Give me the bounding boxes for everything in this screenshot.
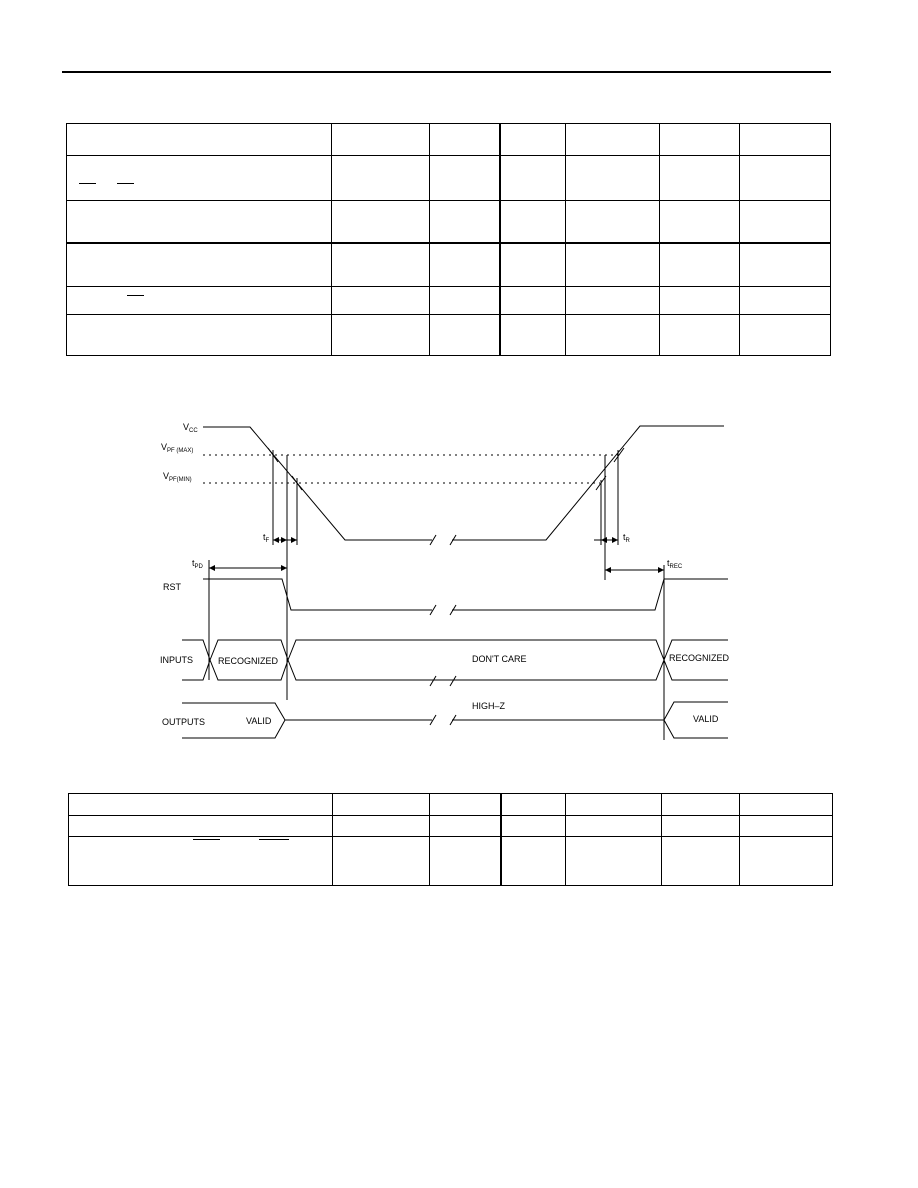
table-row [67, 156, 831, 201]
valid-left-label: VALID [246, 716, 272, 726]
table-header-row [69, 794, 833, 816]
header-rule [62, 71, 831, 73]
table-row [67, 201, 831, 243]
tr-label: $t_R$ [623, 532, 630, 544]
rst-waveform [203, 579, 728, 610]
tf-label: $t_F$ [263, 532, 270, 544]
trec-label: $t_{REC}$ [667, 558, 683, 570]
valid-right-label: VALID [693, 714, 719, 724]
bottom-spec-table [68, 793, 833, 886]
high-z-label: HIGH–Z [472, 701, 506, 711]
table-row [67, 243, 831, 287]
power-timing-diagram [150, 410, 740, 750]
vcc-label: $V_{CC}$ [183, 422, 198, 434]
table-header-row [67, 124, 831, 156]
rst-label: RST [163, 582, 181, 592]
inputs-label: INPUTS [160, 655, 194, 665]
table-row [69, 816, 833, 837]
vpf-max-label: $V_{PF (MAX)}$ [161, 442, 194, 454]
vpf-min-label: $V_{PF(MIN)}$ [163, 471, 192, 483]
outputs-label: OUTPUTS [162, 717, 206, 727]
recognized-left-label: RECOGNIZED [218, 656, 279, 666]
table-row [69, 837, 833, 886]
recognized-right-label: RECOGNIZED [669, 653, 730, 663]
tpd-label: $t_{PD}$ [192, 558, 203, 570]
top-spec-table [66, 123, 831, 356]
table-row [67, 287, 831, 315]
dont-care-label: DON'T CARE [472, 654, 527, 664]
table-row [67, 315, 831, 356]
